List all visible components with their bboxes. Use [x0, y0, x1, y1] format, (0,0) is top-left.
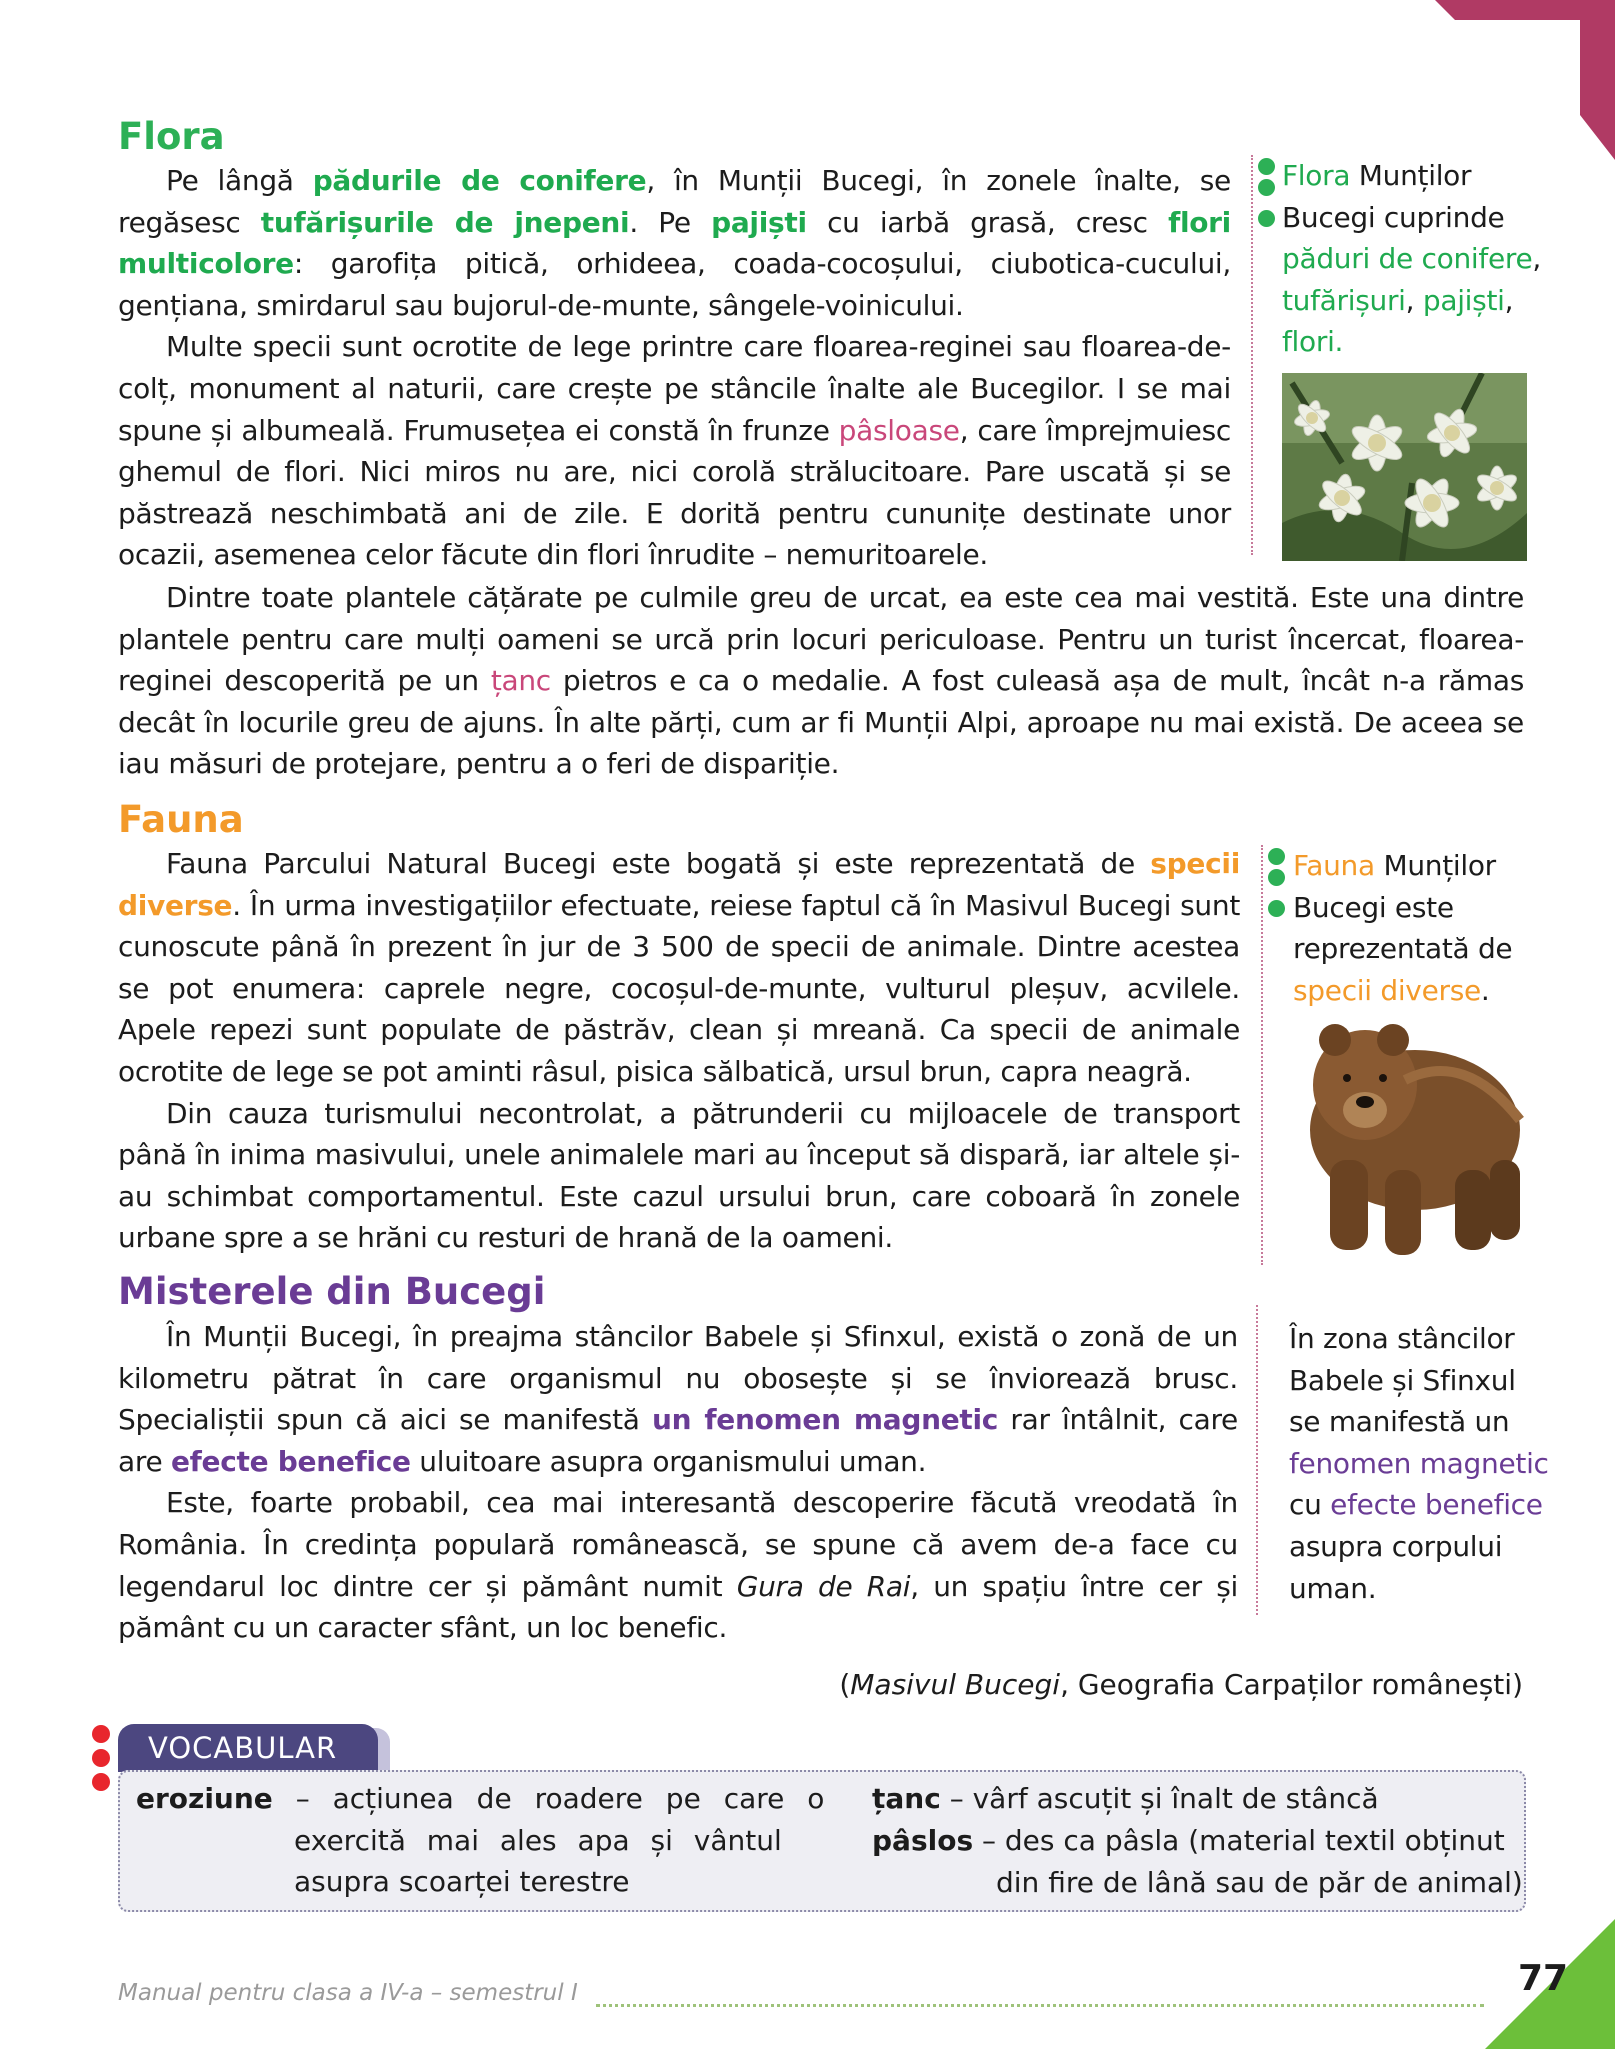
- fauna-side-note: Fauna Munților Bucegi este reprezentată de specii diverse.: [1293, 849, 1513, 1007]
- flora-side-note: Flora Munților Bucegi cuprinde păduri de conifere, tufărișuri, pajiști, flori.: [1282, 159, 1542, 359]
- vocab-entry-paslos: pâslos – des ca pâsla (material textil obținut din fire de lână sau de păr de animal): [872, 1824, 1523, 1899]
- bullet-dot: [1258, 179, 1275, 196]
- mistere-paragraph-2: Este, foarte probabil, cea mai interesantă descoperire făcută vreodată în România. În credința populară românească, se spune că avem de-a face cu legendarul loc dintre cer și pământ numit Gura de Rai, un spațiu între cer și pământ cu un caracter sfânt, un loc benefic.: [118, 1486, 1238, 1645]
- bullet-dot: [1268, 900, 1285, 917]
- bullet-dot: [92, 1749, 110, 1767]
- bullet-dot: [1258, 158, 1275, 175]
- flora-paragraph-3: Dintre toate plantele cățărate pe culmile greu de urcat, ea este cea mai vestită. Este una dintre plantele pentru care mulți oameni se urcă prin locuri periculoase. Pentru un turist încercat, floarea-reginei descoperită pe un țanc pietros e ca o medalie. A fost culeasă așa de mult, încât n-a rămas decât în locurile greu de ajuns. În alte părți, cum ar fi Munții Alpi, aproape nu mai există. De aceea se iau măsuri de protejare, pentru a o feri de dispariție.: [118, 581, 1524, 781]
- vocabular-bullets: [92, 1725, 110, 1797]
- fauna-side-bullets: [1268, 848, 1285, 921]
- page-number: 77: [1518, 1958, 1569, 1999]
- fauna-side-divider: [1261, 845, 1263, 1265]
- flora-side-bullets: [1258, 158, 1275, 231]
- fauna-heading: Fauna: [118, 798, 244, 841]
- fauna-column: [118, 843, 1240, 1259]
- flora-column-wide: [118, 577, 1524, 785]
- vocabular-box: [118, 1770, 1526, 1912]
- bullet-dot: [1268, 848, 1285, 865]
- bullet-dot: [92, 1773, 110, 1791]
- bullet-dot: [1258, 210, 1275, 227]
- edelweiss-photo: [1282, 373, 1527, 561]
- bullet-dot: [1268, 869, 1285, 886]
- source-citation: (Masivul Bucegi, Geografia Carpaților românești): [839, 1668, 1523, 1701]
- vocab-entry-tanc: țanc – vârf ascuțit și înalt de stâncă: [872, 1782, 1379, 1815]
- mistere-column: [118, 1316, 1238, 1649]
- flora-side-divider: [1251, 155, 1253, 555]
- footer-dotted-line: [596, 2004, 1484, 2007]
- flora-column: [118, 160, 1231, 576]
- vocab-entry-eroziune: eroziune – acțiunea de roadere pe care o exercită mai ales apa și vântul asupra scoarței terestre: [136, 1782, 825, 1899]
- mistere-paragraph-1: În Munții Bucegi, în preajma stâncilor Babele și Sfinxul, există o zonă de un kilometru pătrat în care organismul nu obosește și se înviorează brusc. Specialiștii spun că aici se manifestă un fenomen magnetic rar întâlnit, care are efecte benefice uluitoare asupra organismului uman.: [118, 1320, 1238, 1478]
- footer-text: Manual pentru clasa a IV-a – semestrul I: [118, 1980, 578, 2006]
- mistere-heading: Misterele din Bucegi: [118, 1270, 546, 1313]
- mistere-side-note: În zona stâncilor Babele și Sfinxul se manifestă un fenomen magnetic cu efecte benefice asupra corpului uman.: [1289, 1322, 1549, 1605]
- corner-decoration-top: [1435, 0, 1615, 160]
- vocabular-title: VOCABULAR: [118, 1724, 378, 1772]
- fauna-paragraph-1: Fauna Parcului Natural Bucegi este bogată și este reprezentată de specii diverse. În urma investigațiilor efectuate, reiese faptul că în Masivul Bucegi sunt cunoscute până în prezent în jur de 3 500 de specii de animale. Dintre acestea se pot enumera: caprele negre, cocoșul-de-munte, vulturul pleșuv, acvilele. Apele repezi sunt populate de păstrăv, clean și mreană. Ca specii de animale ocrotite de lege se pot aminti râsul, pisica sălbatică, ursul brun, capra neagră.: [118, 847, 1240, 1088]
- brown-bear-photo: [1295, 1010, 1535, 1260]
- fauna-paragraph-2: Din cauza turismului necontrolat, a pătrunderii cu mijloacele de transport până în inima masivului, unele animalele mari au început să dispară, iar altele și-au schimbat comportamentul. Este cazul ursului brun, care coboară în zonele urbane spre a se hrăni cu resturi de hrană de la oameni.: [118, 1096, 1240, 1255]
- bullet-dot: [92, 1725, 110, 1743]
- flora-paragraph-1: Pe lângă pădurile de conifere, în Munții Bucegi, în zonele înalte, se regăsesc tufărișurile de jnepeni. Pe pajiști cu iarbă grasă, cresc flori multicolore: garofița pitică, orhideea, coada-cocoșului, ciubotica-cucului, gențiana, smirdarul sau bujorul-de-munte, sângele-voinicului.: [118, 164, 1231, 322]
- flora-heading: Flora: [118, 115, 225, 158]
- mistere-side-divider: [1256, 1305, 1258, 1615]
- flora-paragraph-2: Multe specii sunt ocrotite de lege printre care floarea-reginei sau floarea-de-colț, monument al naturii, care crește pe stâncile înalte ale Bucegilor. I se mai spune și albumeală. Frumusețea ei constă în frunze pâsloase, care împrejmuiesc ghemul de flori. Nici miros nu are, nici corolă strălucitoare. Pare uscată și se păstrează neschimbată ani de zile. E dorită pentru cununițe destinate unor ocazii, asemenea celor făcute din flori înrudite – nemuritoarele.: [118, 330, 1231, 572]
